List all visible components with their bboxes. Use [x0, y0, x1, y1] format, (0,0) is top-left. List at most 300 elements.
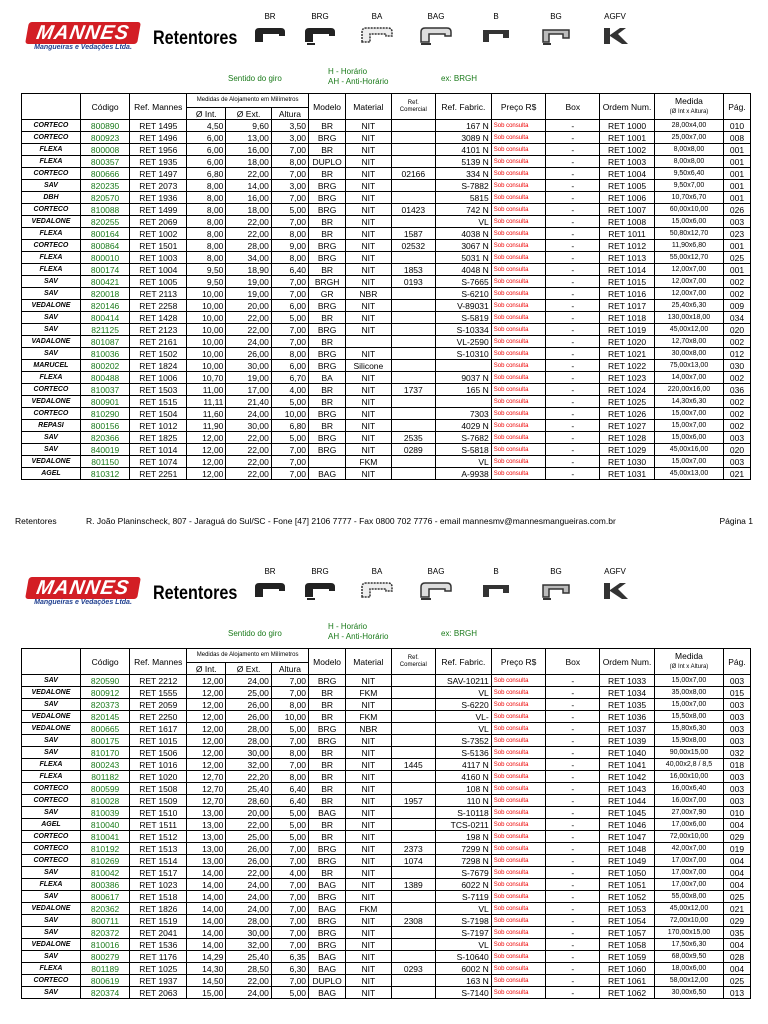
cell-d-ext: 25,40 — [226, 951, 271, 963]
cell-d-int: 14,00 — [187, 927, 226, 939]
cell-d-ext: 25,00 — [226, 687, 271, 699]
cell-preco: Sob consulta — [491, 975, 546, 987]
cell-pag: 002 — [724, 372, 751, 384]
cell-box: - — [546, 132, 600, 144]
header-row — [22, 94, 751, 108]
mannes-logo: MANNES Mangueiras e Vedações Ltda. — [27, 22, 139, 52]
cell-material: NIT — [346, 819, 391, 831]
table-row — [22, 420, 751, 432]
rotation-legend — [328, 67, 388, 87]
cell-ref-comercial — [391, 951, 435, 963]
cell-altura: 7,00 — [271, 975, 308, 987]
cell-d-ext: 22,00 — [226, 867, 271, 879]
cell-ordem: RET 1019 — [600, 324, 655, 336]
cell-box: - — [546, 444, 600, 456]
cell-preco: Sob consulta — [491, 843, 546, 855]
cell-material: NIT — [346, 747, 391, 759]
cell-brand: CORTECO — [22, 168, 81, 180]
cell-ref-fabric: S-5819 — [436, 312, 492, 324]
cell-modelo: BRG — [309, 360, 346, 372]
cell-ref-fabric: S-6220 — [436, 699, 492, 711]
cell-brand: VEDALONE — [22, 216, 81, 228]
cell-ref-comercial — [391, 324, 435, 336]
table-row — [22, 468, 751, 480]
cell-d-ext: 30,00 — [226, 360, 271, 372]
cell-pag: 003 — [724, 432, 751, 444]
seal-type-label: BG — [550, 567, 562, 576]
cell-ordem: RET 1051 — [600, 879, 655, 891]
cell-preco: Sob consulta — [491, 468, 546, 480]
col-codigo: Código — [80, 94, 130, 120]
cell-medida: 15,00x7,00 — [654, 420, 723, 432]
cell-material: FKM — [346, 711, 391, 723]
cell-d-ext: 24,00 — [226, 336, 271, 348]
cell-altura: 5,00 — [271, 807, 308, 819]
cell-ordem: RET 1049 — [600, 855, 655, 867]
cell-brand: REPASI — [22, 420, 81, 432]
cell-ref-fabric: 4101 N — [436, 144, 492, 156]
cell-ref-mannes: RET 2258 — [130, 300, 187, 312]
cell-pag: 026 — [724, 204, 751, 216]
cell-medida: 15,80x6,30 — [654, 723, 723, 735]
cell-ref-mannes: RET 1012 — [130, 420, 187, 432]
cell-d-ext: 19,00 — [226, 372, 271, 384]
cell-ref-comercial — [391, 360, 435, 372]
cell-ordem: RET 1036 — [600, 711, 655, 723]
cell-altura: 5,00 — [271, 312, 308, 324]
cell-pag: 020 — [724, 444, 751, 456]
cell-modelo: GR — [309, 288, 346, 300]
seal-agfv-icon — [592, 567, 638, 603]
cell-modelo: BR — [309, 687, 346, 699]
cell-preco: Sob consulta — [491, 807, 546, 819]
cell-box: - — [546, 228, 600, 240]
cell-ordem: RET 1042 — [600, 771, 655, 783]
seal-bag-icon — [413, 12, 459, 48]
cell-brand: CORTECO — [22, 240, 81, 252]
cell-ref-mannes: RET 1512 — [130, 831, 187, 843]
cell-brand: AGEL — [22, 819, 81, 831]
cell-ref-comercial: 1445 — [391, 759, 435, 771]
cell-box: - — [546, 336, 600, 348]
seal-bg-icon — [533, 12, 579, 48]
cell-pag: 004 — [724, 867, 751, 879]
cell-medida: 17,00x7,00 — [654, 867, 723, 879]
cell-codigo: 801189 — [80, 963, 130, 975]
cell-box: - — [546, 324, 600, 336]
cell-d-ext: 34,00 — [226, 252, 271, 264]
cell-ref-fabric: S-10640 — [436, 951, 492, 963]
cell-pag: 004 — [724, 855, 751, 867]
cell-ref-comercial — [391, 288, 435, 300]
col-pag: Pág. — [724, 649, 751, 675]
cell-pag: 008 — [724, 132, 751, 144]
table-row — [22, 915, 751, 927]
cell-ref-mannes: RET 1510 — [130, 807, 187, 819]
rotation-label: Sentido do giro — [228, 629, 282, 638]
cell-pag: 003 — [724, 216, 751, 228]
cell-modelo: BR — [309, 168, 346, 180]
cell-ref-mannes: RET 2250 — [130, 711, 187, 723]
cell-pag: 001 — [724, 240, 751, 252]
cell-ref-mannes: RET 1016 — [130, 759, 187, 771]
cell-codigo: 810040 — [80, 819, 130, 831]
cell-altura: 7,00 — [271, 336, 308, 348]
cell-medida: 45,00x13,00 — [654, 468, 723, 480]
cell-brand: CORTECO — [22, 120, 81, 132]
cell-ref-fabric: 7298 N — [436, 855, 492, 867]
cell-ordem: RET 1060 — [600, 963, 655, 975]
cell-pag: 019 — [724, 843, 751, 855]
cell-material: NIT — [346, 963, 391, 975]
cell-brand: CORTECO — [22, 831, 81, 843]
cell-modelo: BR — [309, 771, 346, 783]
cell-d-ext: 19,00 — [226, 288, 271, 300]
cell-pag: 004 — [724, 879, 751, 891]
cell-medida: 45,00x16,00 — [654, 444, 723, 456]
cell-medida: 15,00x7,00 — [654, 408, 723, 420]
cell-modelo: BRG — [309, 180, 346, 192]
cell-ordem: RET 1041 — [600, 759, 655, 771]
cell-ref-mannes: RET 2212 — [130, 675, 187, 687]
col-box: Box — [546, 94, 600, 120]
cell-ref-mannes: RET 1937 — [130, 975, 187, 987]
cell-ref-mannes: RET 2251 — [130, 468, 187, 480]
cell-d-int: 12,00 — [187, 456, 226, 468]
cell-box: - — [546, 168, 600, 180]
seal-type-label: B — [493, 567, 499, 576]
cell-preco: Sob consulta — [491, 963, 546, 975]
cell-box: - — [546, 771, 600, 783]
table-row — [22, 288, 751, 300]
table-row — [22, 771, 751, 783]
seal-type-label: BA — [371, 12, 383, 21]
cell-preco: Sob consulta — [491, 288, 546, 300]
col-ordem: Ordem Num. — [600, 649, 655, 675]
cell-brand: SAV — [22, 747, 81, 759]
col-material: Material — [346, 649, 391, 675]
cell-d-ext: 24,00 — [226, 879, 271, 891]
cell-box: - — [546, 432, 600, 444]
cell-medida: 15,00x7,00 — [654, 456, 723, 468]
table-row — [22, 759, 751, 771]
cell-ref-fabric: S-7679 — [436, 867, 492, 879]
cell-box: - — [546, 843, 600, 855]
cell-d-int: 11,90 — [187, 420, 226, 432]
cell-brand: SAV — [22, 699, 81, 711]
cell-ref-comercial — [391, 396, 435, 408]
cell-brand: VEDALONE — [22, 723, 81, 735]
cell-brand: SAV — [22, 276, 81, 288]
cell-altura: 7,00 — [271, 915, 308, 927]
cell-brand: CORTECO — [22, 204, 81, 216]
cell-ordem: RET 1025 — [600, 396, 655, 408]
cell-pag: 018 — [724, 759, 751, 771]
cell-material: NBR — [346, 288, 391, 300]
cell-box: - — [546, 831, 600, 843]
cell-material: NIT — [346, 420, 391, 432]
cell-ref-fabric: S-7352 — [436, 735, 492, 747]
cell-box: - — [546, 348, 600, 360]
cell-d-int: 11,11 — [187, 396, 226, 408]
cell-ordem: RET 1005 — [600, 180, 655, 192]
cell-altura: 7,00 — [271, 735, 308, 747]
cell-d-ext: 26,00 — [226, 711, 271, 723]
cell-modelo: BRG — [309, 300, 346, 312]
cell-pag: 013 — [724, 987, 751, 999]
cell-altura: 8,00 — [271, 699, 308, 711]
cell-ref-mannes: RET 2069 — [130, 216, 187, 228]
seal-b-icon — [473, 567, 519, 603]
cell-ref-mannes: RET 1497 — [130, 168, 187, 180]
table-row — [22, 675, 751, 687]
cell-codigo: 820362 — [80, 903, 130, 915]
cell-medida: 17,00x7,00 — [654, 855, 723, 867]
cell-modelo: BR — [309, 384, 346, 396]
cell-ordem: RET 1031 — [600, 468, 655, 480]
cell-box: - — [546, 711, 600, 723]
cell-ordem: RET 1028 — [600, 432, 655, 444]
cell-d-int: 10,00 — [187, 336, 226, 348]
cell-d-ext: 9,60 — [226, 120, 271, 132]
cell-ordem: RET 1054 — [600, 915, 655, 927]
cell-material: NIT — [346, 312, 391, 324]
cell-modelo: BAG — [309, 963, 346, 975]
col-ref-mannes: Ref. Mannes — [130, 94, 187, 120]
cell-modelo: DUPLO — [309, 156, 346, 168]
cell-ref-comercial: 01423 — [391, 204, 435, 216]
cell-d-ext: 18,90 — [226, 264, 271, 276]
cell-ref-comercial: 2535 — [391, 432, 435, 444]
table-row — [22, 168, 751, 180]
table-row — [22, 807, 751, 819]
cell-modelo: BAG — [309, 468, 346, 480]
cell-ref-comercial — [391, 348, 435, 360]
cell-d-ext: 28,00 — [226, 723, 271, 735]
cell-ref-comercial: 1737 — [391, 384, 435, 396]
cell-d-ext: 25,40 — [226, 783, 271, 795]
cell-material: NIT — [346, 240, 391, 252]
cell-modelo: BA — [309, 372, 346, 384]
table-row — [22, 384, 751, 396]
cell-d-ext: 14,00 — [226, 180, 271, 192]
cell-ordem: RET 1052 — [600, 891, 655, 903]
cell-d-ext: 22,00 — [226, 168, 271, 180]
cell-ref-fabric: VL — [436, 687, 492, 699]
cell-material: NIT — [346, 987, 391, 999]
cell-ref-comercial — [391, 216, 435, 228]
cell-ref-fabric: VL — [436, 216, 492, 228]
cell-altura: 7,00 — [271, 939, 308, 951]
cell-brand: CORTECO — [22, 132, 81, 144]
table-row — [22, 372, 751, 384]
table-row — [22, 204, 751, 216]
cell-altura: 7,00 — [271, 675, 308, 687]
seal-table — [21, 648, 751, 999]
cell-medida: 14,30x6,30 — [654, 396, 723, 408]
cell-modelo: DUPLO — [309, 975, 346, 987]
cell-brand: FLEXA — [22, 228, 81, 240]
cell-ref-fabric: 110 N — [436, 795, 492, 807]
cell-ordem: RET 1035 — [600, 699, 655, 711]
cell-ref-fabric: A-9938 — [436, 468, 492, 480]
cell-preco: Sob consulta — [491, 903, 546, 915]
cell-ref-mannes: RET 1496 — [130, 132, 187, 144]
cell-altura: 5,00 — [271, 204, 308, 216]
cell-ref-fabric: 3089 N — [436, 132, 492, 144]
cell-codigo: 800488 — [80, 372, 130, 384]
seal-type-label: B — [493, 12, 499, 21]
cell-preco: Sob consulta — [491, 240, 546, 252]
cell-material: NIT — [346, 276, 391, 288]
table-row — [22, 783, 751, 795]
cell-material: NIT — [346, 408, 391, 420]
cell-ordem: RET 1007 — [600, 204, 655, 216]
cell-preco: Sob consulta — [491, 795, 546, 807]
cell-d-ext: 28,50 — [226, 963, 271, 975]
cell-ref-comercial — [391, 735, 435, 747]
table-row — [22, 699, 751, 711]
cell-ref-mannes: RET 1499 — [130, 204, 187, 216]
table-row — [22, 348, 751, 360]
cell-ordem: RET 1026 — [600, 408, 655, 420]
cell-brand: SAV — [22, 324, 81, 336]
col-modelo: Modelo — [309, 94, 346, 120]
cell-pag: 003 — [724, 456, 751, 468]
cell-brand: FLEXA — [22, 771, 81, 783]
cell-codigo: 800357 — [80, 156, 130, 168]
cell-box: - — [546, 384, 600, 396]
cell-ref-mannes: RET 1935 — [130, 156, 187, 168]
cell-altura: 7,00 — [271, 276, 308, 288]
cell-altura: 6,30 — [271, 963, 308, 975]
cell-box: - — [546, 963, 600, 975]
cell-ordem: RET 1011 — [600, 228, 655, 240]
cell-box: - — [546, 903, 600, 915]
cell-modelo: BRGH — [309, 276, 346, 288]
table-row — [22, 252, 751, 264]
cell-d-ext: 16,00 — [226, 192, 271, 204]
cell-ref-mannes: RET 2041 — [130, 927, 187, 939]
cell-d-ext: 30,00 — [226, 747, 271, 759]
cell-d-ext: 19,00 — [226, 276, 271, 288]
cell-material: NIT — [346, 795, 391, 807]
cell-d-ext: 28,00 — [226, 915, 271, 927]
cell-medida: 14,00x7,00 — [654, 372, 723, 384]
cell-codigo: 800174 — [80, 264, 130, 276]
cell-box: - — [546, 927, 600, 939]
cell-altura: 7,00 — [271, 168, 308, 180]
cell-preco: Sob consulta — [491, 819, 546, 831]
catalog-page-2 — [0, 555, 768, 998]
cell-box: - — [546, 144, 600, 156]
cell-codigo: 810016 — [80, 939, 130, 951]
cell-codigo: 820018 — [80, 288, 130, 300]
cell-codigo: 810036 — [80, 348, 130, 360]
cell-brand: VEDALONE — [22, 456, 81, 468]
cell-brand: VEDALONE — [22, 300, 81, 312]
cell-medida: 16,00x10,00 — [654, 771, 723, 783]
cell-d-ext: 26,00 — [226, 855, 271, 867]
cell-d-int: 6,00 — [187, 144, 226, 156]
cell-preco: Sob consulta — [491, 420, 546, 432]
cell-brand: VEDALONE — [22, 687, 81, 699]
cell-material: NIT — [346, 216, 391, 228]
cell-box: - — [546, 456, 600, 468]
cell-ref-fabric: 334 N — [436, 168, 492, 180]
cell-pag: 003 — [724, 795, 751, 807]
cell-preco: Sob consulta — [491, 927, 546, 939]
cell-box: - — [546, 204, 600, 216]
cell-ref-fabric: S-7198 — [436, 915, 492, 927]
table-row — [22, 336, 751, 348]
table-row — [22, 855, 751, 867]
cell-altura: 10,00 — [271, 711, 308, 723]
cell-ref-comercial — [391, 300, 435, 312]
cell-material: NIT — [346, 783, 391, 795]
cell-material: NIT — [346, 879, 391, 891]
cell-modelo: BAG — [309, 987, 346, 999]
cell-ref-mannes: RET 2113 — [130, 288, 187, 300]
cell-ordem: RET 1024 — [600, 384, 655, 396]
table-row — [22, 795, 751, 807]
table-row — [22, 396, 751, 408]
cell-ref-comercial: 0289 — [391, 444, 435, 456]
cell-ordem: RET 1058 — [600, 939, 655, 951]
cell-material: NIT — [346, 444, 391, 456]
cell-pag: 015 — [724, 687, 751, 699]
cell-ref-comercial — [391, 336, 435, 348]
cell-d-ext: 20,00 — [226, 300, 271, 312]
cell-ref-mannes: RET 1509 — [130, 795, 187, 807]
cell-ref-mannes: RET 2063 — [130, 987, 187, 999]
cell-preco: Sob consulta — [491, 168, 546, 180]
cell-medida: 17,00x6,00 — [654, 819, 723, 831]
cell-ref-comercial — [391, 120, 435, 132]
cell-modelo: BR — [309, 216, 346, 228]
cell-ref-mannes: RET 1002 — [130, 228, 187, 240]
cell-altura: 7,00 — [271, 879, 308, 891]
cell-d-ext: 28,00 — [226, 735, 271, 747]
cell-medida: 8,00x8,00 — [654, 144, 723, 156]
cell-d-ext: 13,00 — [226, 132, 271, 144]
cell-brand: SAV — [22, 807, 81, 819]
cell-ordem: RET 1040 — [600, 747, 655, 759]
table-row — [22, 831, 751, 843]
table-row — [22, 228, 751, 240]
cell-d-int: 8,00 — [187, 180, 226, 192]
table-row — [22, 180, 751, 192]
cell-preco: Sob consulta — [491, 228, 546, 240]
cell-altura: 7,00 — [271, 843, 308, 855]
cell-modelo: BR — [309, 783, 346, 795]
counterclockwise-label: AH - Anti-Horário — [328, 77, 389, 86]
seal-agfv-icon-drawing — [596, 24, 634, 48]
col-altura: Altura — [271, 108, 308, 120]
cell-altura: 6,40 — [271, 783, 308, 795]
seal-brg-icon-drawing — [301, 24, 339, 48]
table-row — [22, 360, 751, 372]
cell-preco: Sob consulta — [491, 216, 546, 228]
cell-pag: 034 — [724, 312, 751, 324]
cell-ref-mannes: RET 2073 — [130, 180, 187, 192]
cell-modelo: BRG — [309, 735, 346, 747]
cell-codigo: 800202 — [80, 360, 130, 372]
cell-ref-comercial — [391, 819, 435, 831]
cell-modelo: BR — [309, 831, 346, 843]
cell-modelo: BRG — [309, 843, 346, 855]
table-row — [22, 927, 751, 939]
